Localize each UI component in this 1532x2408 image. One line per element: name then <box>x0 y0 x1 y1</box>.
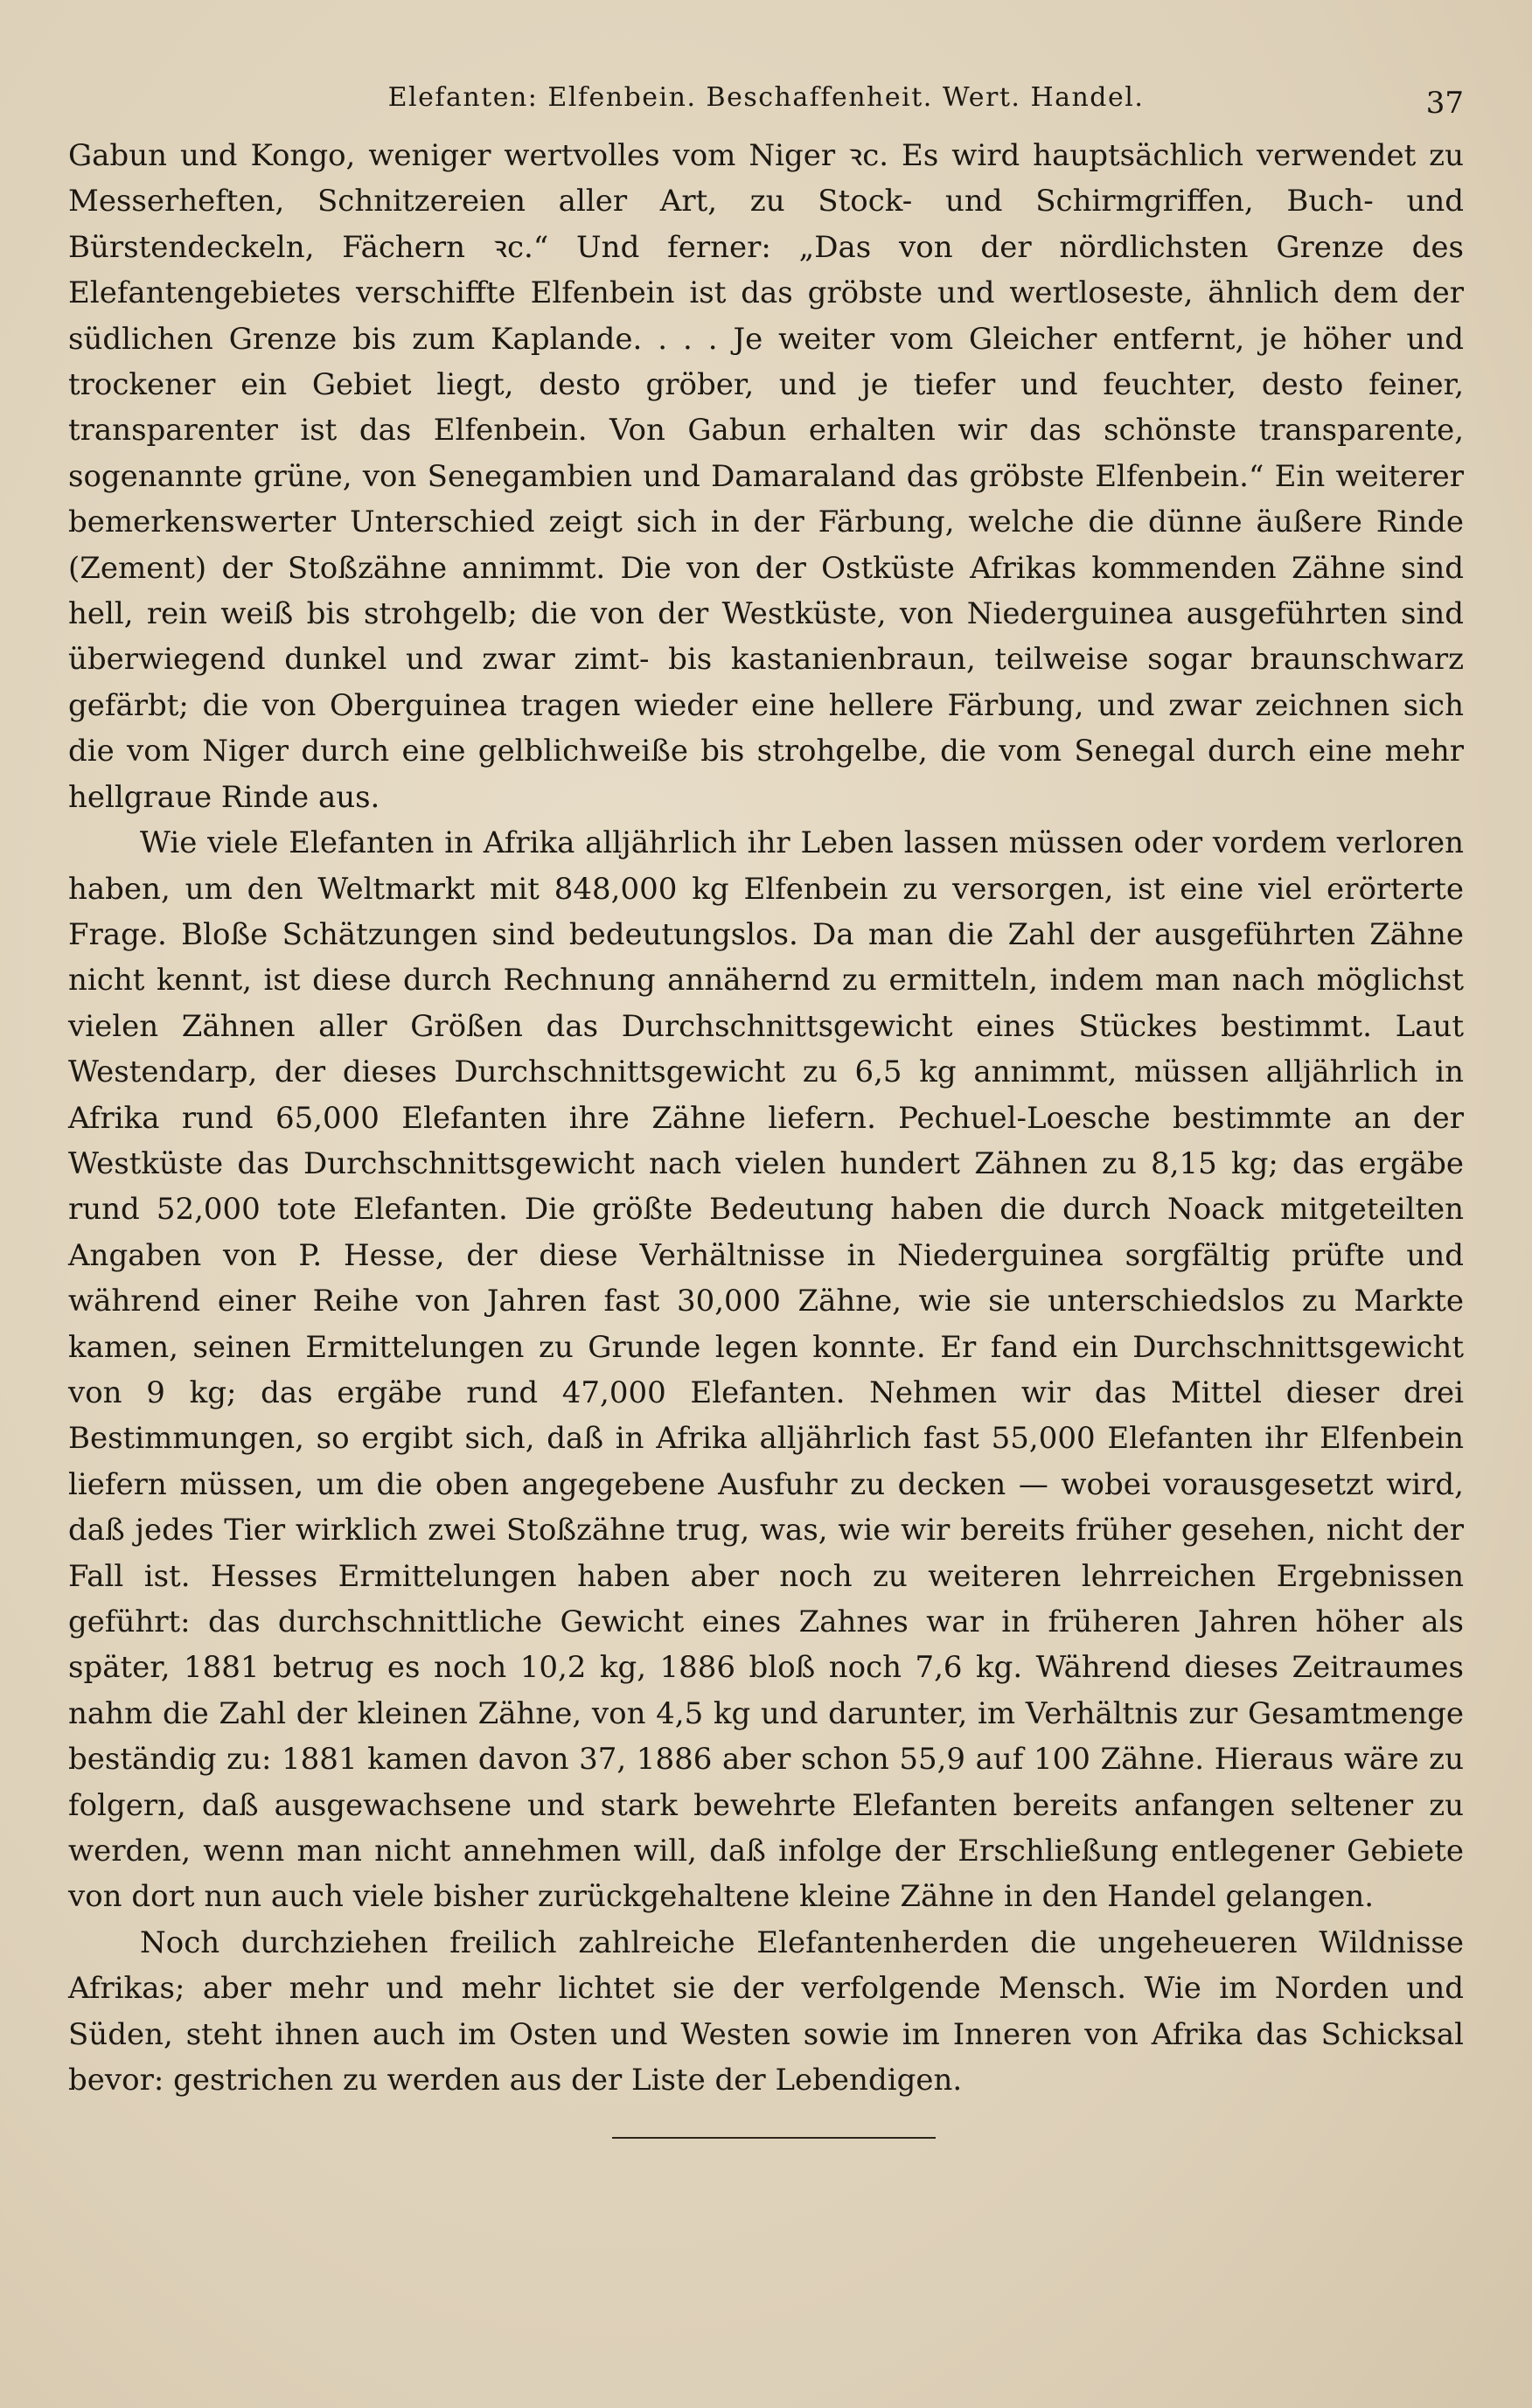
body-text <box>68 133 1464 2103</box>
book-page <box>68 0 1464 2408</box>
paragraph-conclusion: Noch durchziehen freilich zahlreiche Elefantenherden die ungeheueren Wildnisse Afrikas; aber mehr und mehr lichtet sie der verfolgende Mensch. Wie im Norden und Süden, steht ihnen auch im Osten und Westen sowie im Inneren von Afrika das Schicksal bevor: gestrichen zu werden aus der Liste der Lebendigen. <box>68 1924 1464 2098</box>
running-head: Elefanten: Elfenbein. Beschaffenheit. Wert. Handel. <box>387 82 1145 113</box>
end-rule <box>612 2137 936 2139</box>
paragraph-elephant-count: Wie viele Elefanten in Afrika alljährlich ihr Leben lassen müssen oder vordem verloren haben, um den Weltmarkt mit 848,000 kg Elfenbein zu versorgen, ist eine viel erörterte Frage. Bloße Schätzungen sind bedeutungslos. Da man die Zahl der ausgeführten Zähne nicht kennt, ist diese durch Rechnung annähernd zu ermitteln, indem man nach möglichst vielen Zähnen aller Größen das Durchschnittsgewicht eines Stückes bestimmt. Laut Westendarp, der dieses Durchschnittsgewicht zu 6,5 kg annimmt, müssen alljährlich in Afrika rund 65,000 Elefanten ihre Zähne liefern. Pechuel-Loesche bestimmte an der Westküste das Durchschnittsgewicht nach vielen hundert Zähnen zu 8,15 kg; das ergäbe rund 52,000 tote Elefanten. Die größte Bedeutung haben die durch Noack mitgeteilten Angaben von P. Hesse, der diese Verhältnisse in Niederguinea sorgfältig prüfte und während einer Reihe von Jahren fast 30,000 Zähne, wie sie unterschiedslos zu Markte kamen, seinen Ermittelungen zu Grunde legen konnte. Er fand ein Durchschnittsgewicht von 9 kg; das ergäbe rund 47,000 Elefanten. Nehmen wir das Mittel dieser drei Bestimmungen, so ergibt sich, daß in Afrika alljährlich fast 55,000 Elefanten ihr Elfenbein liefern müssen, um die oben angegebene Ausfuhr zu decken — wobei vorausgesetzt wird, daß jedes Tier wirklich zwei Stoßzähne trug, was, wie wir bereits früher gesehen, nicht der Fall ist. Hesses Ermittelungen haben aber noch zu weiteren lehrreichen Ergebnissen geführt: das durchschnittliche Gewicht eines Zahnes war in früheren Jahren höher als später, 1881 betrug es noch 10,2 kg, 1886 bloß noch 7,6 kg. Während dieses Zeitraumes nahm die Zahl der kleinen Zähne, von 4,5 kg und darunter, im Verhältnis zur Gesamtmenge beständig zu: 1881 kamen davon 37, 1886 aber schon 55,9 auf 100 Zähne. Hieraus wäre zu folgern, daß ausgewachsene und stark bewehrte Elefanten bereits anfangen seltener zu werden, wenn man nicht annehmen will, daß infolge der Erschließung entlegener Gebiete von dort nun auch viele bisher zurückgehaltene kleine Zähne in den Handel gelangen. <box>68 825 1464 1915</box>
page-header <box>68 77 1464 129</box>
page-number: 37 <box>1425 86 1464 121</box>
paragraph-continued: Gabun und Kongo, weniger wertvolles vom Niger ꝛc. Es wird hauptsächlich verwendet zu Messerheften, Schnitzereien aller Art, zu Stock- und Schirmgriffen, Buch- und Bürstendeckeln, Fächern ꝛc.“ Und ferner: „Das von der nördlichsten Grenze des Elefantengebietes verschiffte Elfenbein ist das gröbste und wertloseste, ähnlich dem der südlichen Grenze bis zum Kaplande. . . . Je weiter vom Gleicher entfernt, je höher und trockener ein Gebiet liegt, desto gröber, und je tiefer und feuchter, desto feiner, transparenter ist das Elfenbein. Von Gabun erhalten wir das schönste transparente, sogenannte grüne, von Senegambien und Damaraland das gröbste Elfenbein.“ Ein weiterer bemerkenswerter Unterschied zeigt sich in der Färbung, welche die dünne äußere Rinde (Zement) der Stoßzähne annimmt. Die von der Ostküste Afrikas kommenden Zähne sind hell, rein weiß bis strohgelb; die von der Westküste, von Niederguinea ausgeführten sind überwiegend dunkel und zwar zimt- bis kastanienbraun, teilweise sogar braunschwarz gefärbt; die von Oberguinea tragen wieder eine hellere Färbung, und zwar zeichnen sich die vom Niger durch eine gelblichweiße bis strohgelbe, die vom Senegal durch eine mehr hellgraue Rinde aus. <box>68 138 1464 815</box>
